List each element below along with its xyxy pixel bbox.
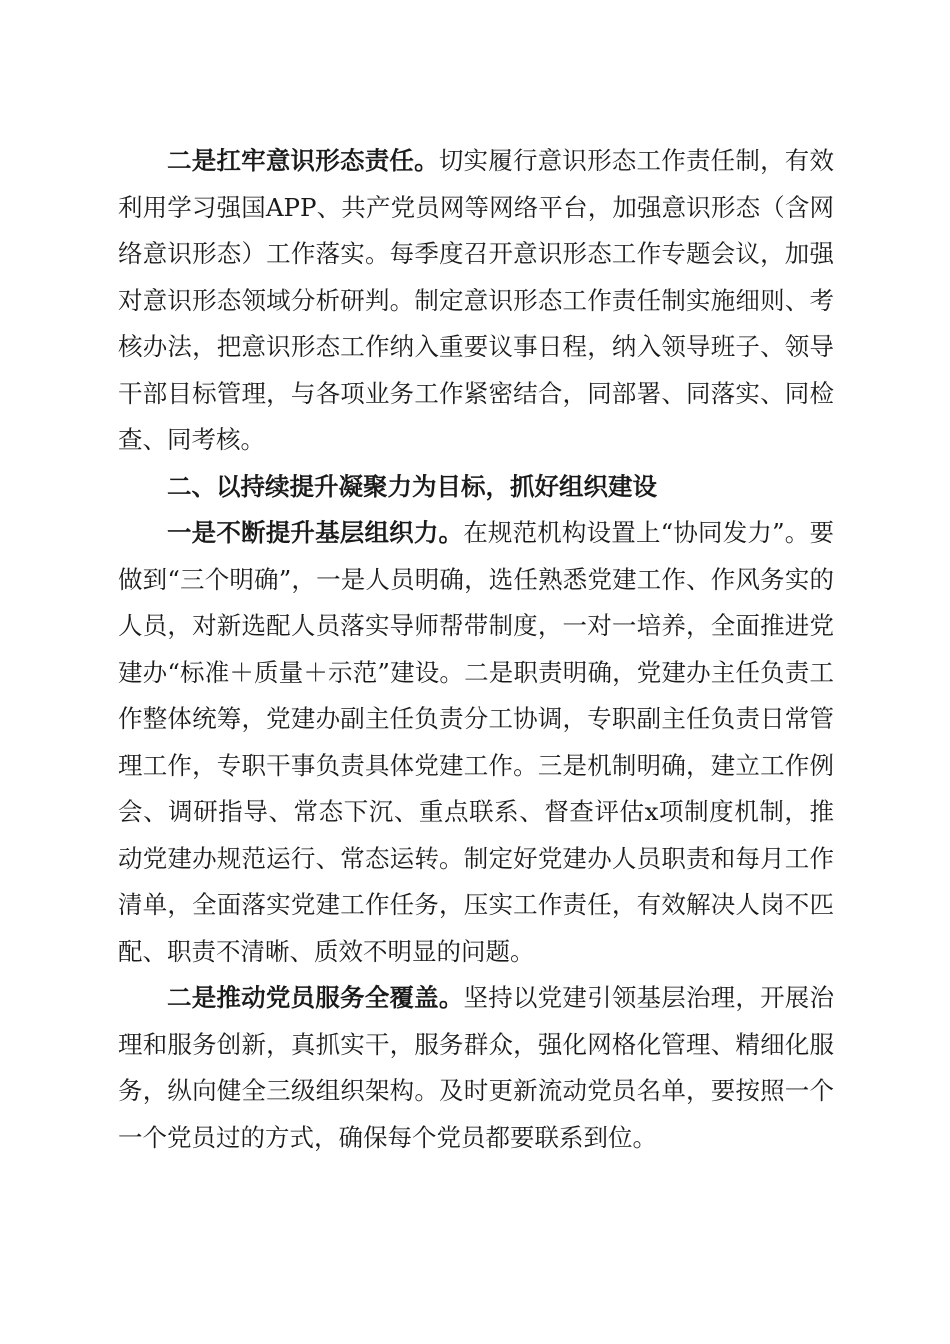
- paragraph-body: 坚持以党建引领基层治理，开展治理和服务创新，真抓实干，服务群众，强化网格化管理、精细化服务，纵向健全三级组织架构。及时更新流动党员名单，要按照一个一个党员过的方式，确保每个党员都要联系到位。: [118, 983, 835, 1152]
- paragraph-lead: 二是扛牢意识形态责任。: [167, 146, 439, 175]
- paragraph-lead: 一是不断提升基层组织力。: [167, 518, 464, 547]
- document-body: [118, 138, 834, 1161]
- paragraph-body: 在规范机构设置上“协同发力”。要做到“三个明确”，一是人员明确，选任熟悉党建工作、作风务实的人员，对新选配人员落实导师帮带制度，一对一培养，全面推进党建办“标准＋质量＋示范”建设。二是职责明确，党建办主任负责工作整体统筹，党建办副主任负责分工协调，专职副主任负责日常管理工作，专职干事负责具体党建工作。三是机制明确，建立工作例会、调研指导、常态下沉、重点联系、督查评估x项制度机制，推动党建办规范运行、常态运转。制定好党建办人员职责和每月工作清单，全面落实党建工作任务，压实工作责任，有效解决人岗不匹配、职责不清晰、质效不明显的问题。: [118, 518, 834, 966]
- paragraph-grassroots-organization: [118, 510, 834, 975]
- paragraph-body: 切实履行意识形态工作责任制，有效利用学习强国APP、共产党员网等网络平台，加强意识形态（含网络意识形态）工作落实。每季度召开意识形态工作专题会议，加强对意识形态领域分析研判。制定意识形态工作责任制实施细则、考核办法，把意识形态工作纳入重要议事日程，纳入领导班子、领导干部目标管理，与各项业务工作紧密结合，同部署、同落实、同检查、同考核。: [118, 146, 834, 454]
- paragraph-ideology-responsibility: [118, 138, 834, 464]
- section-heading: 二、以持续提升凝聚力为目标，抓好组织建设: [167, 471, 657, 501]
- paragraph-lead: 二是推动党员服务全覆盖。: [167, 983, 464, 1012]
- paragraph-member-service: [118, 975, 834, 1161]
